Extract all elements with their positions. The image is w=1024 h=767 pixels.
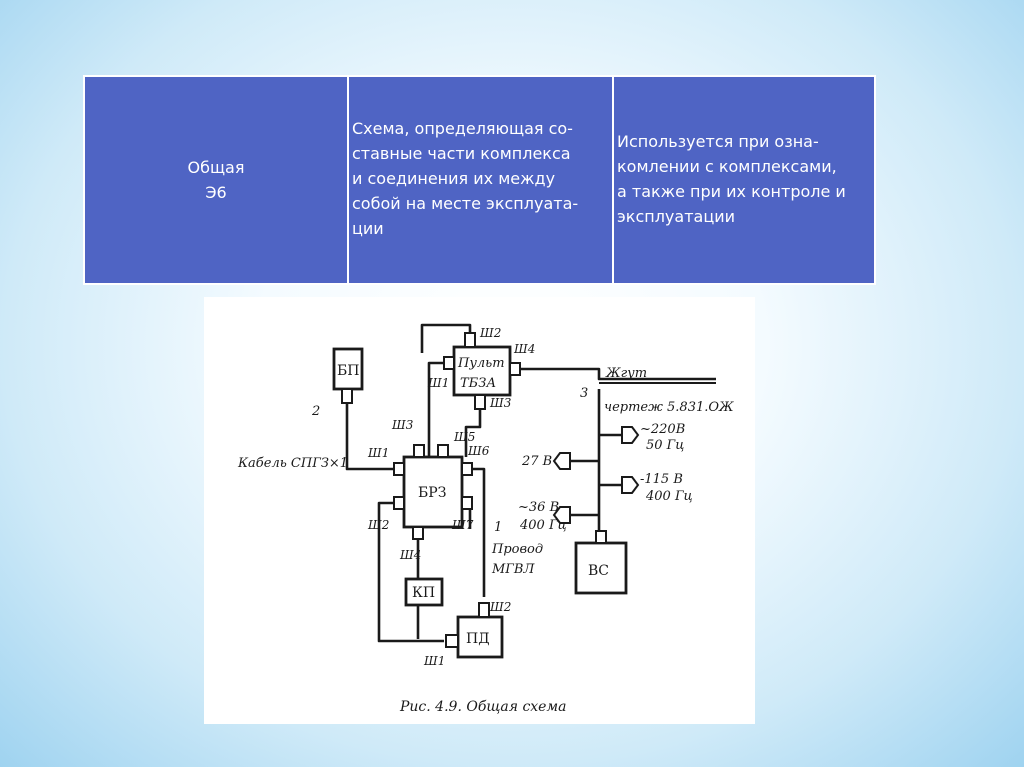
connector-marker	[462, 497, 472, 509]
power-frequency-label: 400 Гц	[646, 489, 693, 504]
power-connector	[622, 427, 638, 443]
usage-line: комлении с комплексами,	[617, 157, 837, 176]
connector-marker	[413, 527, 423, 539]
connector-marker	[414, 445, 424, 457]
power-frequency-label: 50 Гц	[646, 438, 685, 453]
definition-line: Схема, определяющая со-	[352, 119, 573, 138]
pd-label: ПД	[466, 631, 490, 647]
definition-line: ции	[352, 219, 384, 238]
connector-label: Ш6	[468, 444, 490, 458]
connector-marker	[438, 445, 448, 457]
table-row	[84, 76, 875, 284]
cable-label: Кабель СПГЗ×1	[238, 456, 349, 471]
pult-label: Пульт	[458, 356, 505, 371]
usage-line: Используется при озна-	[617, 132, 819, 151]
connector-label: Ш3	[490, 396, 512, 410]
connector-label: Ш1	[424, 654, 446, 668]
connector-marker	[596, 531, 606, 543]
connector-label: Ш1	[368, 446, 390, 460]
connector-label: Ш3	[392, 418, 414, 432]
power-connector	[554, 453, 570, 469]
wire	[462, 469, 484, 597]
scheme-usage-cell	[613, 76, 875, 284]
info-table	[83, 75, 876, 285]
usage-line: эксплуатации	[617, 207, 736, 226]
general-scheme-figure	[204, 297, 755, 724]
cable-number: 2	[312, 404, 321, 419]
definition-line: ставные части комплекса	[352, 144, 571, 163]
power-voltage-label: ~220В	[640, 422, 686, 437]
vs-label: ВС	[588, 563, 609, 579]
wire-type-label: МГВЛ	[492, 562, 535, 577]
connector-marker	[479, 603, 489, 617]
figure-caption: Рис. 4.9. Общая схема	[400, 699, 567, 715]
power-voltage-label: 27 В	[522, 454, 553, 469]
power-bus	[599, 389, 602, 543]
connector-marker	[510, 363, 520, 375]
power-frequency-label: 400 Гц	[520, 518, 567, 533]
connector-marker	[342, 389, 352, 403]
wire-number: 1	[494, 520, 503, 535]
connector-marker	[462, 463, 472, 475]
harness-label: Жгут	[606, 366, 648, 381]
pult-model-label: ТБЗА	[460, 376, 497, 391]
power-connector	[622, 477, 638, 493]
definition-line: и соединения их между	[352, 169, 556, 188]
harness-number: 3	[580, 386, 589, 401]
scheme-code: Э6	[205, 183, 227, 202]
general-scheme-diagram	[204, 297, 755, 724]
brz-label: БРЗ	[418, 485, 447, 501]
connector-label: Ш4	[400, 548, 422, 562]
bp-label: БП	[337, 363, 360, 379]
scheme-name-cell	[84, 76, 348, 284]
connector-label: Ш2	[490, 600, 512, 614]
kp-label: КП	[412, 585, 436, 601]
usage-line: а также при их контроле и	[617, 182, 846, 201]
connector-marker	[394, 497, 404, 509]
definition-line: собой на месте эксплуата-	[352, 194, 579, 213]
connector-label: Ш5	[454, 430, 476, 444]
wire-label: Провод	[492, 542, 544, 557]
power-voltage-label: ~36 В	[518, 500, 560, 515]
connector-marker	[444, 357, 454, 369]
power-voltage-label: -115 В	[640, 472, 683, 487]
connector-label: Ш2	[480, 326, 502, 340]
connector-label: Ш4	[514, 342, 536, 356]
connector-label: Ш7	[452, 518, 474, 532]
scheme-type-name: Общая	[187, 158, 245, 177]
connector-label: Ш2	[368, 518, 390, 532]
connector-label: Ш1	[428, 376, 450, 390]
connector-marker	[446, 635, 458, 647]
scheme-definition-cell	[348, 76, 613, 284]
annotation-labels	[237, 366, 734, 715]
connector-marker	[475, 395, 485, 409]
connector-marker	[394, 463, 404, 475]
connector-marker	[465, 333, 475, 347]
drawing-label: чертеж 5.831.ОЖ	[604, 400, 734, 415]
